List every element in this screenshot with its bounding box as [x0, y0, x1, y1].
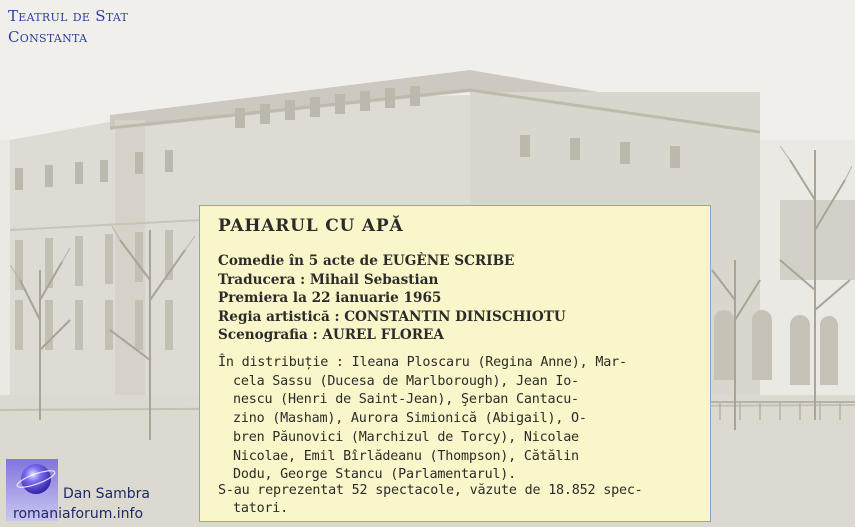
credit-line: Scenografia : AUREL FLOREA: [218, 327, 444, 343]
credit-line: Regia artistică : CONSTANTIN DINISCHIOTU: [218, 308, 566, 325]
performances-line: S-au reprezentat 52 spectacole, văzute de 18.852 spec-: [218, 483, 643, 498]
cast-line: cela Sassu (Ducesa de Marlborough), Jean Io-: [233, 373, 579, 389]
watermark-author: Dan Sambra: [63, 486, 151, 502]
theatre-header: [8, 6, 128, 48]
watermark-site: romaniaforum.info: [13, 506, 144, 522]
cast-line: nescu (Henri de Saint-Jean), Şerban Cantacu-: [233, 392, 579, 408]
credit-line: Premiera la 22 ianuarie 1965: [218, 290, 442, 306]
performances-paragraph: [218, 482, 690, 518]
cast-line: În distribuție : Ileana Ploscaru (Regina Anne), Mar-: [218, 355, 627, 370]
cast-line: Dodu, George Stancu (Parlamentarul).: [233, 467, 517, 483]
performances-line: tatori.: [233, 501, 289, 516]
cast-line: bren Păunovici (Marchizul de Torcy), Nicolae: [233, 429, 579, 445]
credits-block: [218, 252, 566, 345]
play-title: PAHARUL CU APĂ: [218, 216, 404, 236]
theatre-city: Constanta: [8, 28, 88, 46]
cast-line: zino (Masham), Aurora Simionică (Abigail), O-: [233, 411, 587, 427]
cast-paragraph: [218, 354, 690, 485]
theatre-name: Teatrul de Stat: [8, 7, 129, 25]
program-card: [199, 205, 711, 522]
credit-line: Comedie în 5 acte de EUGÈNE SCRIBE: [218, 253, 515, 269]
cast-line: Nicolae, Emil Bîrlădeanu (Thompson), Cătălin: [233, 448, 579, 464]
credit-line: Traducera : Mihail Sebastian: [218, 271, 439, 288]
